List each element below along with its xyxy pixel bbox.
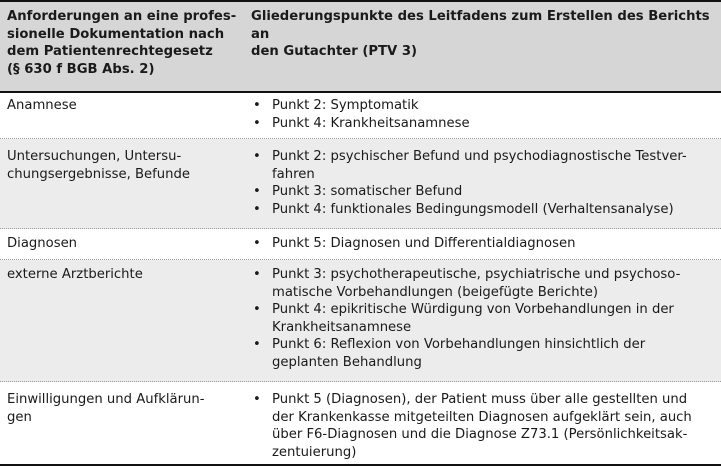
bullet-icon: • bbox=[253, 201, 261, 217]
header-col2 bbox=[251, 8, 717, 61]
list-item-line: der Krankenkasse mitgeteilten Diagnosen aufgeklärt sein, auch bbox=[272, 409, 692, 425]
list-item-line: zentuierung) bbox=[272, 444, 357, 460]
row-items bbox=[251, 235, 717, 253]
bullet-icon: • bbox=[253, 115, 261, 131]
row-items bbox=[251, 148, 717, 218]
list-item-line: Punkt 3: somatischer Befund bbox=[272, 184, 463, 199]
list-item-line: Punkt 4: Krankheitsanamnese bbox=[272, 115, 470, 131]
list-item-line: Punkt 3: psychotherapeutische, psychiatrische und psychoso- bbox=[272, 267, 681, 282]
header-col1-line: dem Patientenrechtegesetz bbox=[7, 44, 213, 59]
table-row bbox=[0, 260, 721, 382]
bullet-icon: • bbox=[253, 302, 261, 317]
header-col1-line: Anforderungen an eine profes- bbox=[7, 9, 237, 24]
bullet-icon: • bbox=[253, 184, 261, 199]
row-label bbox=[7, 148, 237, 183]
header-col1 bbox=[7, 8, 237, 78]
list-item bbox=[251, 336, 717, 371]
header-col1-line: sionelle Dokumentation nach bbox=[7, 26, 225, 42]
table-row bbox=[0, 229, 721, 260]
row-label-line: chungsergebnisse, Befunde bbox=[7, 166, 190, 182]
row-items bbox=[251, 266, 717, 371]
table-header bbox=[0, 0, 721, 93]
bullet-icon: • bbox=[253, 149, 261, 164]
row-label bbox=[7, 97, 237, 115]
row-label-line: Untersuchungen, Untersu- bbox=[7, 149, 182, 164]
list-item-line: Krankheitsanamnese bbox=[272, 319, 412, 335]
list-item-line: geplanten Behandlung bbox=[272, 354, 422, 370]
list-item-line: Punkt 5: Diagnosen und Differentialdiagnosen bbox=[272, 236, 576, 251]
header-col2-line: den Gutachter (PTV 3) bbox=[251, 44, 418, 59]
bullet-icon: • bbox=[253, 236, 261, 251]
row-label-line: Diagnosen bbox=[7, 236, 78, 251]
list-item-line: matische Vorbehandlungen (beigefügte Berichte) bbox=[272, 284, 599, 300]
bullet-icon: • bbox=[253, 392, 261, 407]
row-label bbox=[7, 266, 237, 284]
list-item bbox=[251, 97, 717, 115]
bullet-icon: • bbox=[253, 98, 261, 113]
list-item bbox=[251, 391, 717, 461]
row-items bbox=[251, 97, 717, 132]
list-item bbox=[251, 301, 717, 336]
list-item-line: über F6-Diagnosen und die Diagnose Z73.1 (Persönlichkeitsak- bbox=[272, 427, 688, 442]
list-item-line: Punkt 2: Symptomatik bbox=[272, 98, 419, 113]
row-label-line: gen bbox=[7, 409, 32, 425]
list-item-line: Punkt 4: epikritische Würdigung von Vorbehandlungen in der bbox=[272, 302, 674, 317]
row-label-line: Einwilligungen und Aufklärun- bbox=[7, 392, 205, 407]
list-item bbox=[251, 266, 717, 301]
list-item-line: Punkt 6: Reflexion von Vorbehandlungen hinsichtlich der bbox=[272, 337, 646, 352]
row-label-line: Anamnese bbox=[7, 98, 77, 113]
row-label-line: externe Arztberichte bbox=[7, 267, 143, 282]
header-col1-line: (§ 630 f BGB Abs. 2) bbox=[7, 61, 155, 77]
list-item bbox=[251, 183, 717, 201]
header-col2-line: Gliederungspunkte des Leitfadens zum Erstellen des Berichts an bbox=[251, 9, 710, 42]
list-item bbox=[251, 235, 717, 253]
table-row bbox=[0, 93, 721, 139]
list-item-line: Punkt 5 (Diagnosen), der Patient muss über alle gestellten und bbox=[272, 392, 688, 407]
table-row bbox=[0, 382, 721, 466]
row-label bbox=[7, 235, 237, 253]
row-items bbox=[251, 391, 717, 461]
list-item bbox=[251, 201, 717, 219]
list-item-line: fahren bbox=[272, 166, 315, 182]
list-item-line: Punkt 2: psychischer Befund und psychodiagnostische Testver- bbox=[272, 149, 687, 164]
row-label bbox=[7, 391, 237, 426]
bullet-icon: • bbox=[253, 337, 261, 352]
list-item-line: Punkt 4: funktionales Bedingungsmodell (Verhaltensanalyse) bbox=[272, 201, 674, 217]
bullet-icon: • bbox=[253, 267, 261, 282]
list-item bbox=[251, 148, 717, 183]
list-item bbox=[251, 115, 717, 133]
table-row bbox=[0, 139, 721, 229]
